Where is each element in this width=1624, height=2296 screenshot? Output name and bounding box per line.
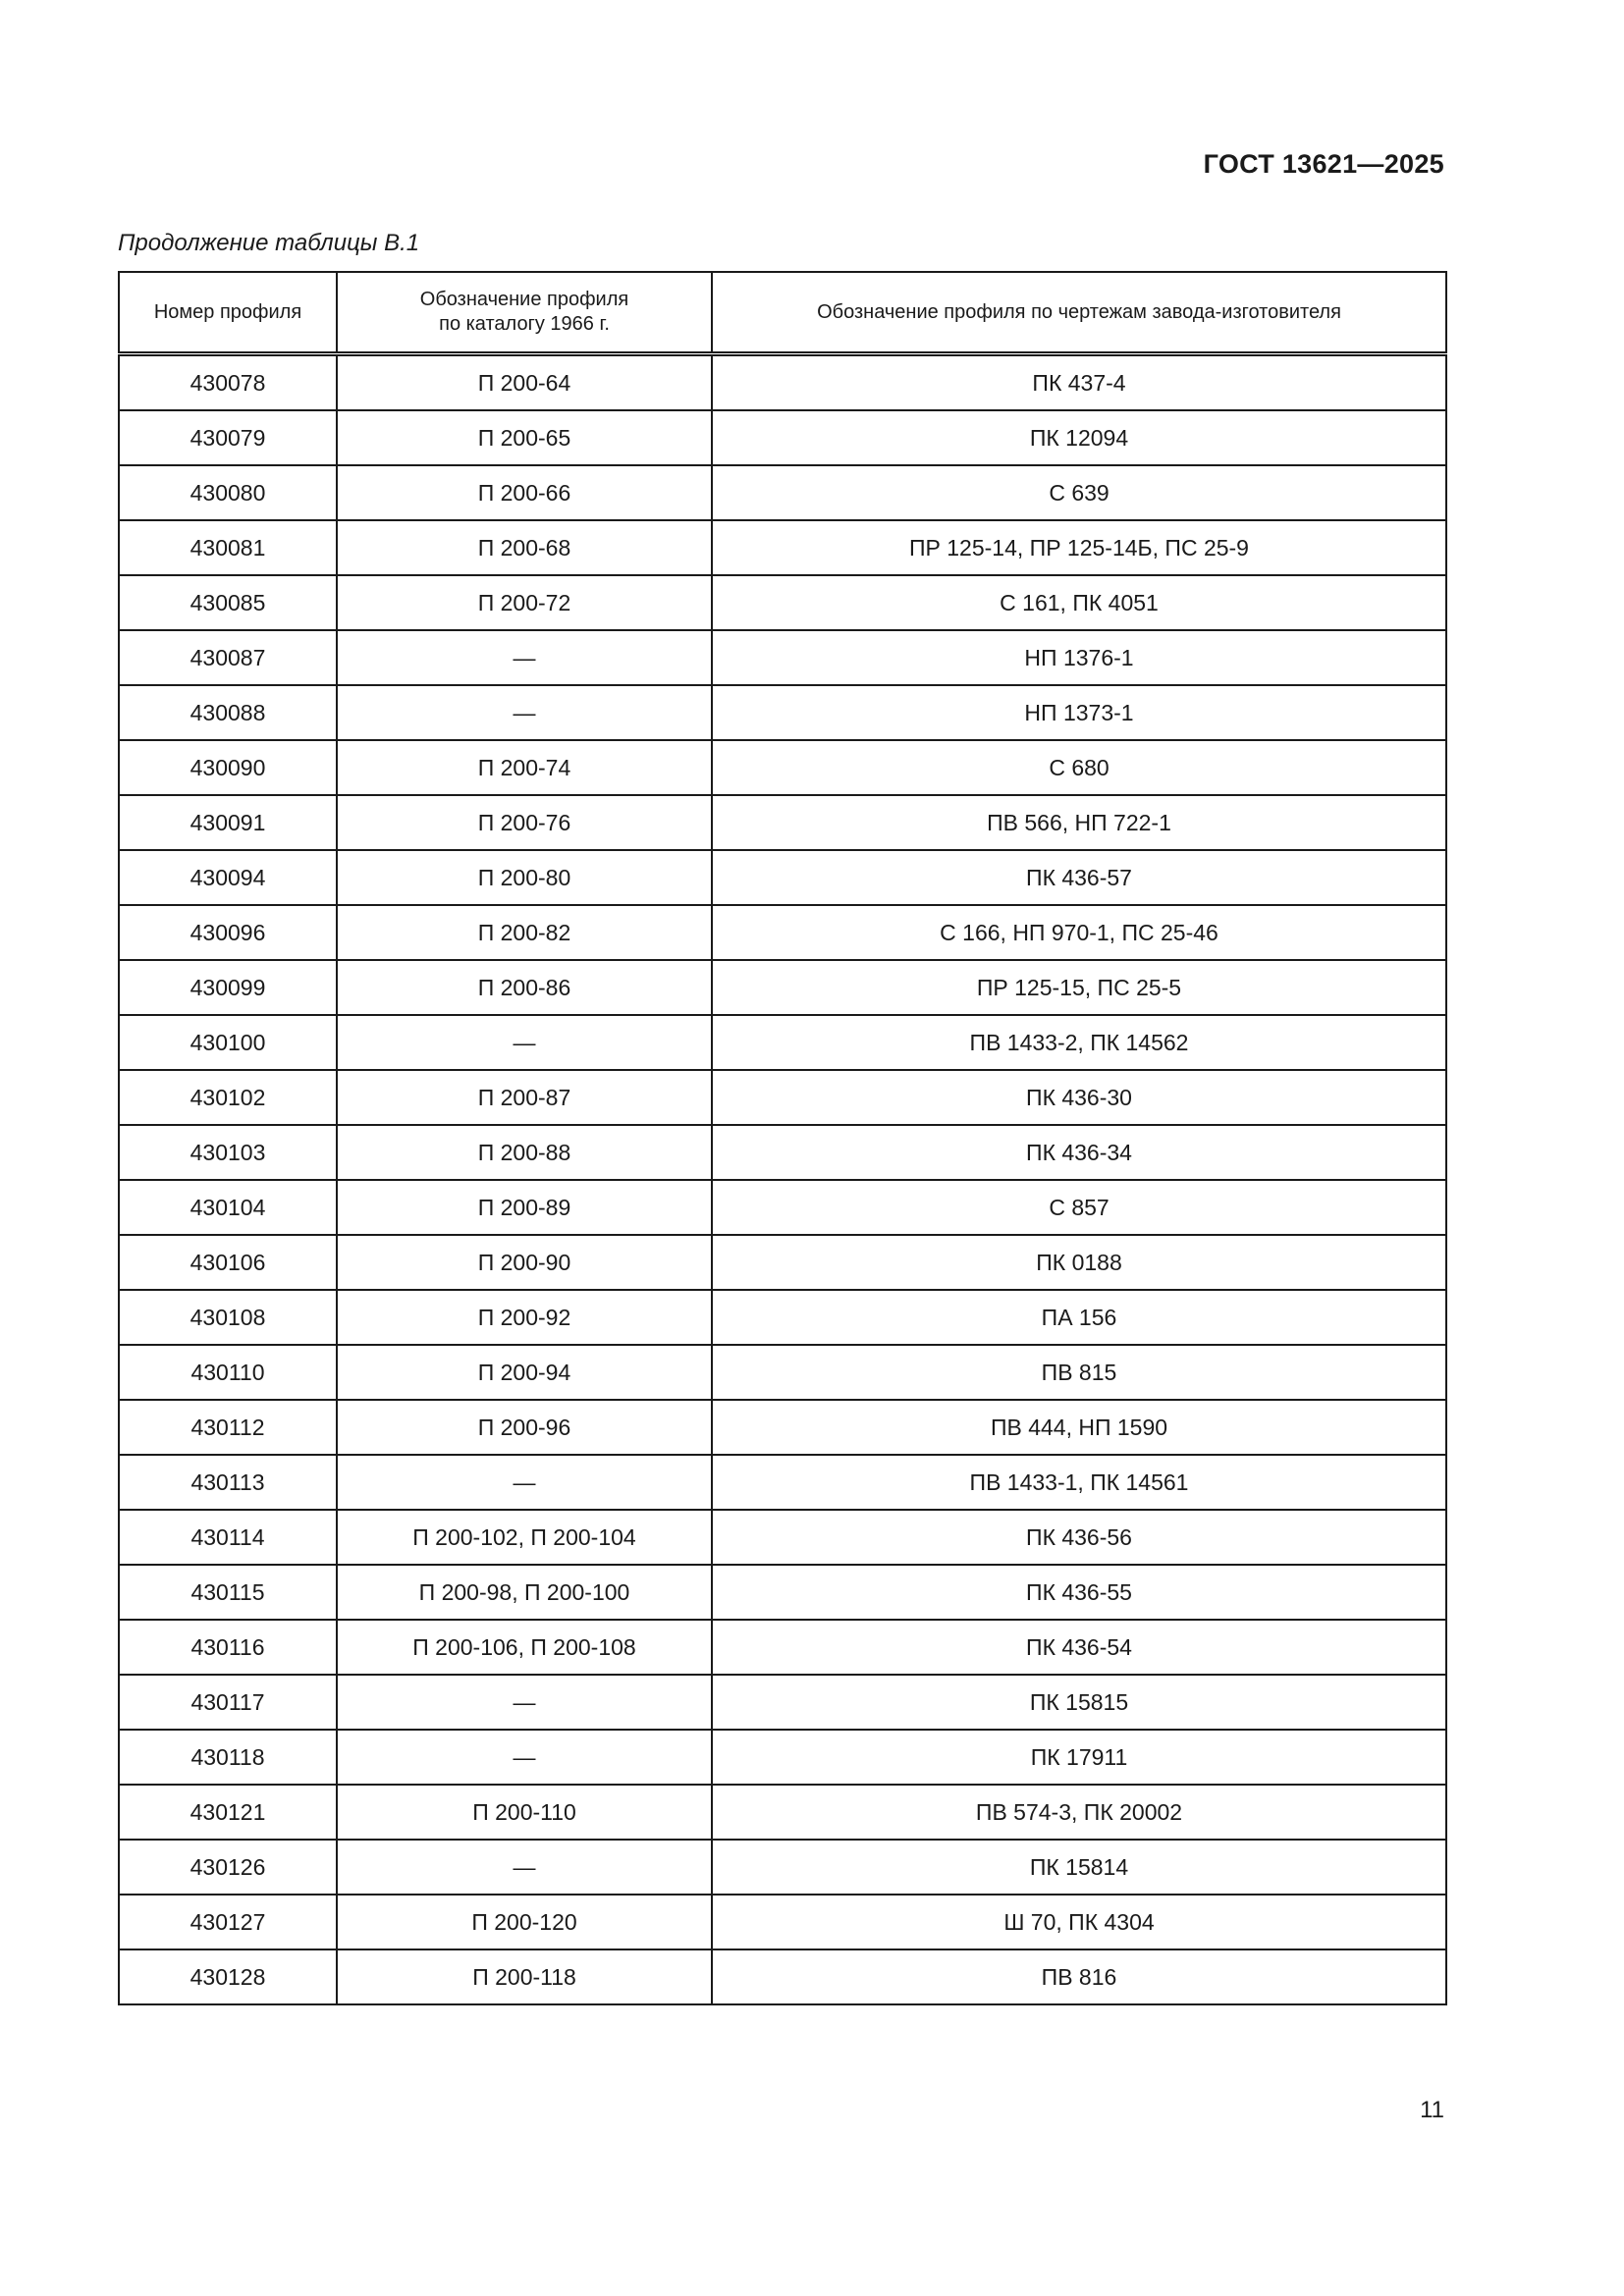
cell-profile-number: 430085 (119, 575, 337, 630)
cell-profile-number: 430108 (119, 1290, 337, 1345)
cell-profile-number: 430106 (119, 1235, 337, 1290)
cell-profile-number: 430091 (119, 795, 337, 850)
cell-catalog-designation: П 200-89 (337, 1180, 712, 1235)
cell-profile-number: 430100 (119, 1015, 337, 1070)
cell-catalog-designation: П 200-82 (337, 905, 712, 960)
table-continuation-caption: Продолжение таблицы В.1 (118, 230, 420, 256)
header-line: Обозначение профиля (419, 289, 629, 310)
table-row (119, 520, 1446, 575)
table-row (119, 1070, 1446, 1125)
cell-profile-number: 430118 (119, 1730, 337, 1785)
table-row (119, 685, 1446, 740)
cell-catalog-designation: П 200-106, П 200-108 (337, 1620, 712, 1675)
cell-catalog-designation: П 200-96 (337, 1400, 712, 1455)
table-row (119, 1455, 1446, 1510)
cell-factory-designation: С 166, НП 970-1, ПС 25-46 (712, 905, 1446, 960)
cell-profile-number: 430090 (119, 740, 337, 795)
cell-factory-designation: ПВ 1433-2, ПК 14562 (712, 1015, 1446, 1070)
cell-factory-designation: ПК 436-30 (712, 1070, 1446, 1125)
cell-profile-number: 430104 (119, 1180, 337, 1235)
document-code: ГОСТ 13621—2025 (1203, 149, 1444, 179)
cell-factory-designation: ПР 125-14, ПР 125-14Б, ПС 25-9 (712, 520, 1446, 575)
table-row (119, 1730, 1446, 1785)
cell-profile-number: 430127 (119, 1895, 337, 1949)
cell-factory-designation: С 680 (712, 740, 1446, 795)
table-row (119, 1180, 1446, 1235)
column-header-profile-number (119, 272, 337, 354)
table-row (119, 1510, 1446, 1565)
cell-profile-number: 430088 (119, 685, 337, 740)
cell-factory-designation: ПК 436-57 (712, 850, 1446, 905)
column-header-catalog-1966 (337, 272, 712, 354)
cell-catalog-designation: — (337, 1455, 712, 1510)
cell-profile-number: 430099 (119, 960, 337, 1015)
cell-factory-designation: ПК 0188 (712, 1235, 1446, 1290)
cell-factory-designation: ПВ 574-3, ПК 20002 (712, 1785, 1446, 1840)
cell-profile-number: 430115 (119, 1565, 337, 1620)
table-row (119, 1400, 1446, 1455)
cell-catalog-designation: П 200-76 (337, 795, 712, 850)
cell-catalog-designation: — (337, 1840, 712, 1895)
table-row (119, 1840, 1446, 1895)
cell-factory-designation: ПР 125-15, ПС 25-5 (712, 960, 1446, 1015)
cell-catalog-designation: П 200-118 (337, 1949, 712, 2004)
cell-factory-designation: ПК 15815 (712, 1675, 1446, 1730)
cell-catalog-designation: — (337, 1675, 712, 1730)
table-row (119, 1290, 1446, 1345)
table-row (119, 630, 1446, 685)
cell-catalog-designation: П 200-72 (337, 575, 712, 630)
cell-factory-designation: Ш 70, ПК 4304 (712, 1895, 1446, 1949)
cell-catalog-designation: П 200-102, П 200-104 (337, 1510, 712, 1565)
table-row (119, 1345, 1446, 1400)
page-number: 11 (1420, 2097, 1444, 2123)
cell-catalog-designation: П 200-90 (337, 1235, 712, 1290)
cell-catalog-designation: П 200-120 (337, 1895, 712, 1949)
cell-factory-designation: ПК 436-56 (712, 1510, 1446, 1565)
cell-profile-number: 430110 (119, 1345, 337, 1400)
cell-profile-number: 430078 (119, 354, 337, 411)
column-header-factory-drawing (712, 272, 1446, 354)
header-line: Номер профиля (153, 300, 302, 323)
cell-factory-designation: ПА 156 (712, 1290, 1446, 1345)
cell-catalog-designation: П 200-64 (337, 354, 712, 411)
cell-profile-number: 430094 (119, 850, 337, 905)
table-row (119, 740, 1446, 795)
cell-catalog-designation: — (337, 630, 712, 685)
table-row (119, 1125, 1446, 1180)
cell-catalog-designation: П 200-94 (337, 1345, 712, 1400)
table-row (119, 1565, 1446, 1620)
cell-catalog-designation: П 200-68 (337, 520, 712, 575)
profiles-table (118, 271, 1447, 2005)
header-line: по каталогу 1966 г. (439, 313, 610, 335)
cell-factory-designation: ПВ 1433-1, ПК 14561 (712, 1455, 1446, 1510)
cell-profile-number: 430117 (119, 1675, 337, 1730)
cell-factory-designation: ПК 436-34 (712, 1125, 1446, 1180)
cell-catalog-designation: П 200-88 (337, 1125, 712, 1180)
cell-profile-number: 430080 (119, 465, 337, 520)
cell-catalog-designation: П 200-87 (337, 1070, 712, 1125)
cell-catalog-designation: П 200-66 (337, 465, 712, 520)
table-row (119, 410, 1446, 465)
cell-profile-number: 430128 (119, 1949, 337, 2004)
cell-factory-designation: НП 1373-1 (712, 685, 1446, 740)
table-row (119, 1235, 1446, 1290)
table-row (119, 1949, 1446, 2004)
cell-profile-number: 430096 (119, 905, 337, 960)
cell-factory-designation: ПК 15814 (712, 1840, 1446, 1895)
cell-catalog-designation: П 200-92 (337, 1290, 712, 1345)
cell-profile-number: 430116 (119, 1620, 337, 1675)
cell-factory-designation: ПВ 816 (712, 1949, 1446, 2004)
cell-factory-designation: С 639 (712, 465, 1446, 520)
cell-catalog-designation: — (337, 1730, 712, 1785)
cell-factory-designation: С 161, ПК 4051 (712, 575, 1446, 630)
cell-profile-number: 430103 (119, 1125, 337, 1180)
cell-factory-designation: ПВ 566, НП 722-1 (712, 795, 1446, 850)
cell-profile-number: 430113 (119, 1455, 337, 1510)
cell-profile-number: 430079 (119, 410, 337, 465)
cell-profile-number: 430112 (119, 1400, 337, 1455)
cell-catalog-designation: П 200-74 (337, 740, 712, 795)
table-header-row (119, 272, 1446, 354)
cell-catalog-designation: — (337, 1015, 712, 1070)
table-row (119, 575, 1446, 630)
cell-catalog-designation: П 200-86 (337, 960, 712, 1015)
cell-profile-number: 430102 (119, 1070, 337, 1125)
cell-profile-number: 430126 (119, 1840, 337, 1895)
cell-profile-number: 430081 (119, 520, 337, 575)
cell-profile-number: 430114 (119, 1510, 337, 1565)
table-row (119, 850, 1446, 905)
cell-catalog-designation: П 200-98, П 200-100 (337, 1565, 712, 1620)
cell-profile-number: 430121 (119, 1785, 337, 1840)
header-line: Обозначение профиля по чертежам завода-изготовителя (817, 300, 1341, 323)
table-row (119, 905, 1446, 960)
cell-factory-designation: С 857 (712, 1180, 1446, 1235)
cell-profile-number: 430087 (119, 630, 337, 685)
table-row (119, 354, 1446, 411)
cell-factory-designation: ПК 17911 (712, 1730, 1446, 1785)
table-row (119, 465, 1446, 520)
cell-factory-designation: ПВ 815 (712, 1345, 1446, 1400)
table-row (119, 1015, 1446, 1070)
cell-factory-designation: ПК 12094 (712, 410, 1446, 465)
table-row (119, 795, 1446, 850)
cell-catalog-designation: — (337, 685, 712, 740)
cell-catalog-designation: П 200-80 (337, 850, 712, 905)
table-row (119, 1785, 1446, 1840)
cell-factory-designation: НП 1376-1 (712, 630, 1446, 685)
table-row (119, 1895, 1446, 1949)
cell-factory-designation: ПВ 444, НП 1590 (712, 1400, 1446, 1455)
cell-catalog-designation: П 200-65 (337, 410, 712, 465)
cell-catalog-designation: П 200-110 (337, 1785, 712, 1840)
cell-factory-designation: ПК 436-54 (712, 1620, 1446, 1675)
table-row (119, 1620, 1446, 1675)
cell-factory-designation: ПК 436-55 (712, 1565, 1446, 1620)
table-row (119, 960, 1446, 1015)
table-row (119, 1675, 1446, 1730)
cell-factory-designation: ПК 437-4 (712, 354, 1446, 411)
